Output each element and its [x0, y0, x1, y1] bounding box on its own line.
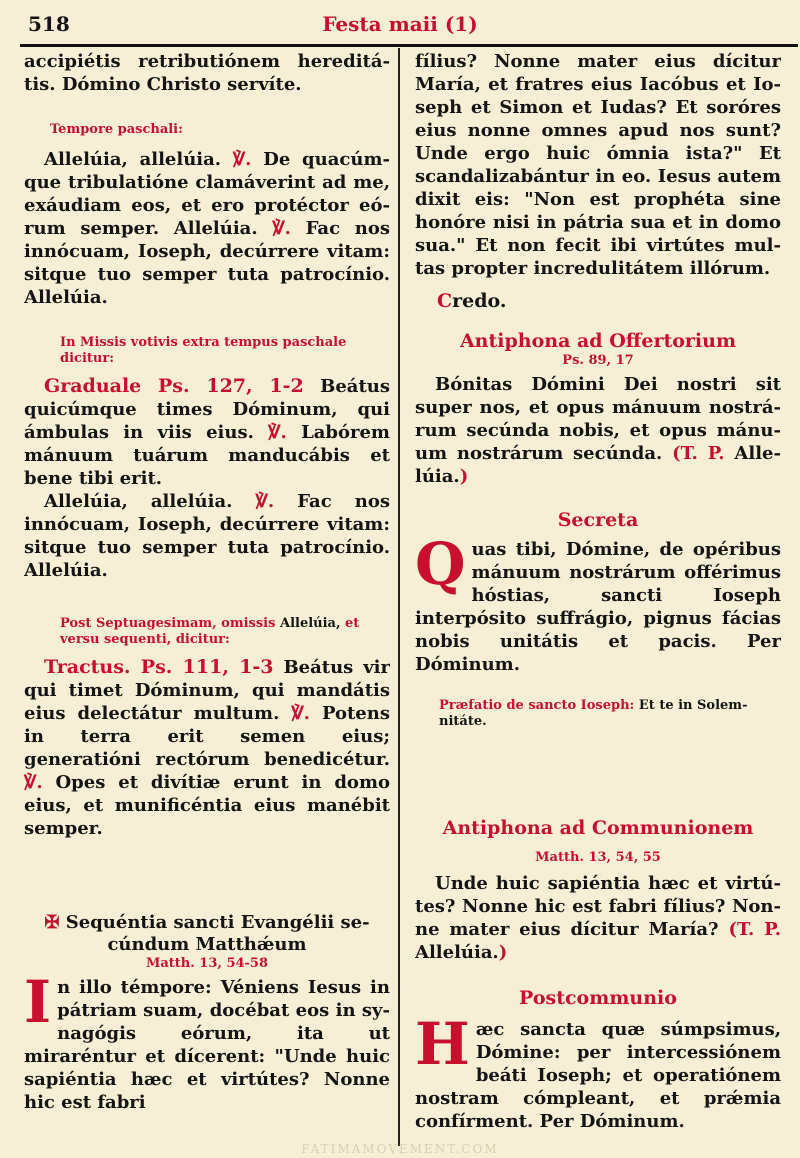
paschal-alleluia: Allelúia, allelúia.	[44, 149, 222, 170]
communion-body: Unde huic sapiéntia hæc et virtútes? Nonne hic est fabri fílius? Nonne mater eius dícitur María?	[415, 873, 781, 940]
rubric-sept-black: Allelúia,	[279, 616, 341, 631]
watermark: FATIMAMOVEMENT.COM	[301, 1142, 499, 1156]
paschal-verse	[24, 148, 390, 309]
gospel-heading	[24, 912, 390, 956]
postcommunion-text	[415, 1010, 781, 1133]
postcommunion-dropcap: H	[415, 1010, 470, 1078]
preface-red: Præfatio de sancto Ioseph:	[439, 698, 635, 713]
communion-alleluia: Allelúia.	[415, 942, 499, 963]
tract-text: Beátus vir qui timet Dóminum, qui mandátis eius delectátur multum.	[24, 657, 390, 724]
running-title: Festa maii (1)	[322, 12, 478, 36]
gradual	[24, 375, 390, 490]
secreta-body: uas tibi, Dómine, de opéribus mánuum nostrárum offérimus hóstias, sancti Ioseph interpósito suffrágio, pignus fácias nobis unitátis et pacis. Per Dóminum.	[415, 539, 781, 675]
header-rule	[20, 44, 798, 47]
offertory-text	[415, 373, 781, 488]
tract-text-3: Opes et divítiæ erunt in domo eius, et munificéntia eius manébit semper.	[24, 772, 390, 839]
rubric-sept-red: Post Septuagesimam, omissis	[60, 616, 276, 631]
page-number: 518	[28, 12, 70, 36]
preface-rubric	[415, 698, 781, 730]
tract-title: Tractus. Ps. 111, 1-3	[44, 656, 274, 678]
cross-icon: ✠	[44, 912, 60, 933]
page-header	[0, 0, 800, 48]
versicle-symbol: ℣.	[255, 491, 275, 512]
offertory-alleluia: Allelúia.	[415, 443, 781, 487]
communion-close: )	[498, 942, 508, 963]
gospel-heading-text: Sequéntia sancti Evangélii secúndum Matthǽum	[65, 912, 370, 955]
tract	[24, 656, 390, 840]
credo-rest: redo.	[452, 290, 507, 312]
gospel-text-body: n illo témpore: Véniens Iesus in pátriam suam, docébat eos in synagógis eórum, ita ut miraréntur et dícerent: "Unde huic sapiéntia hæc et virtútes? Nonne hic est fabri	[24, 977, 390, 1113]
postcommunion-body: æc sancta quæ súmpsimus, Dómine: per intercessiónem beáti Ioseph; et operatiónem nostram cómpleant, et prǽmia confírment. Per Dóminum.	[415, 1019, 781, 1132]
column-divider	[398, 48, 400, 1146]
offertory-tp: (T. P.	[672, 443, 725, 464]
credo-initial: C	[437, 290, 453, 312]
gradual-alleluia-text: Allelúia, allelúia.	[44, 491, 233, 512]
credo	[415, 290, 781, 313]
paschal-verse-text: De quacúmque tribulatióne clamáverint ad me, exáudiam eos, et ero protéctor eórum semper. Allelúia.	[24, 149, 390, 239]
gospel-citation: Matth. 13, 54-58	[145, 956, 269, 971]
versicle-symbol: ℣.	[268, 422, 287, 443]
secreta-text	[415, 530, 781, 676]
gradual-alleluia-verse: Fac nos innócuam, Ioseph, decúrrere vitam: sitque tuo semper tuta patrocínio. Allelúia.	[24, 491, 390, 581]
offertory-citation: Ps. 89, 17	[562, 353, 634, 368]
rubric-septuagesima	[24, 616, 390, 648]
postcommunion-title: Postcommunio	[519, 987, 677, 1009]
secreta-dropcap: Q	[415, 530, 466, 598]
gradual-title: Graduale Ps. 127, 1-2	[44, 375, 304, 397]
paschal-verse-text-2: Fac nos innócuam, Ioseph, decúrrere vitam: sitque tuo semper tuta patrocínio. Allelúia.	[24, 218, 390, 308]
rubric-tempore-paschali: Tempore paschali:	[50, 122, 183, 137]
continued-text: accipiétis retributiónem hereditátis. Dómino Christo servíte.	[24, 51, 390, 95]
communion-title: Antiphona ad Communionem	[442, 817, 754, 839]
versicle-symbol: ℣.	[232, 149, 252, 170]
gospel-dropcap: I	[24, 968, 52, 1036]
offertory-close: )	[459, 466, 469, 487]
versicle-symbol: ℣.	[291, 703, 310, 724]
offertory-title: Antiphona ad Offertorium	[459, 330, 737, 352]
communion-citation: Matth. 13, 54, 55	[535, 850, 661, 865]
gradual-alleluia	[24, 490, 390, 582]
versicle-symbol: ℣.	[24, 772, 43, 793]
rubric-votive: In Missis votivis extra tempus paschale dicitur:	[60, 335, 347, 366]
versicle-symbol: ℣.	[272, 218, 291, 239]
preface-black: Et te in Solemnitáte.	[439, 698, 748, 729]
right-column	[415, 50, 781, 1148]
rubric-sept-red-2: et versu sequenti, dicitur:	[60, 616, 360, 647]
communion-tp: (T. P.	[728, 919, 781, 940]
secreta-title: Secreta	[557, 509, 639, 531]
gospel-continued: fílius? Nonne mater eius dícitur María, et fratres eius Iacóbus et Ioseph et Simon et Iudas? Et soróres eius nonne omnes apud nos sunt? Unde ergo huic ómnia ista?" Et scandalizabántur in eo. Iesus autem dixit eis: "Non est prophéta sine honóre nisi in pátria sua et in domo sua." Et non fecit ibi virtútes multas propter incredulitátem illórum.	[415, 51, 781, 279]
left-column	[24, 50, 390, 1148]
gospel-text	[24, 968, 390, 1114]
tract-text-2: Potens in terra erit semen eius; generatióni rectórum benedicétur.	[24, 703, 390, 770]
gradual-text: Beátus quicúmque times Dóminum, qui ámbulas in viis eius.	[24, 376, 390, 443]
offertory-body: Bónitas Dómini Dei nostri sit super nos, et opus mánuum nostrárum secúnda nobis, et opus mánuum nostrárum secúnda.	[415, 374, 781, 464]
communion-text	[415, 872, 781, 964]
gradual-text-2: Labórem mánuum tuárum manducábis et bene tibi erit.	[24, 422, 390, 489]
